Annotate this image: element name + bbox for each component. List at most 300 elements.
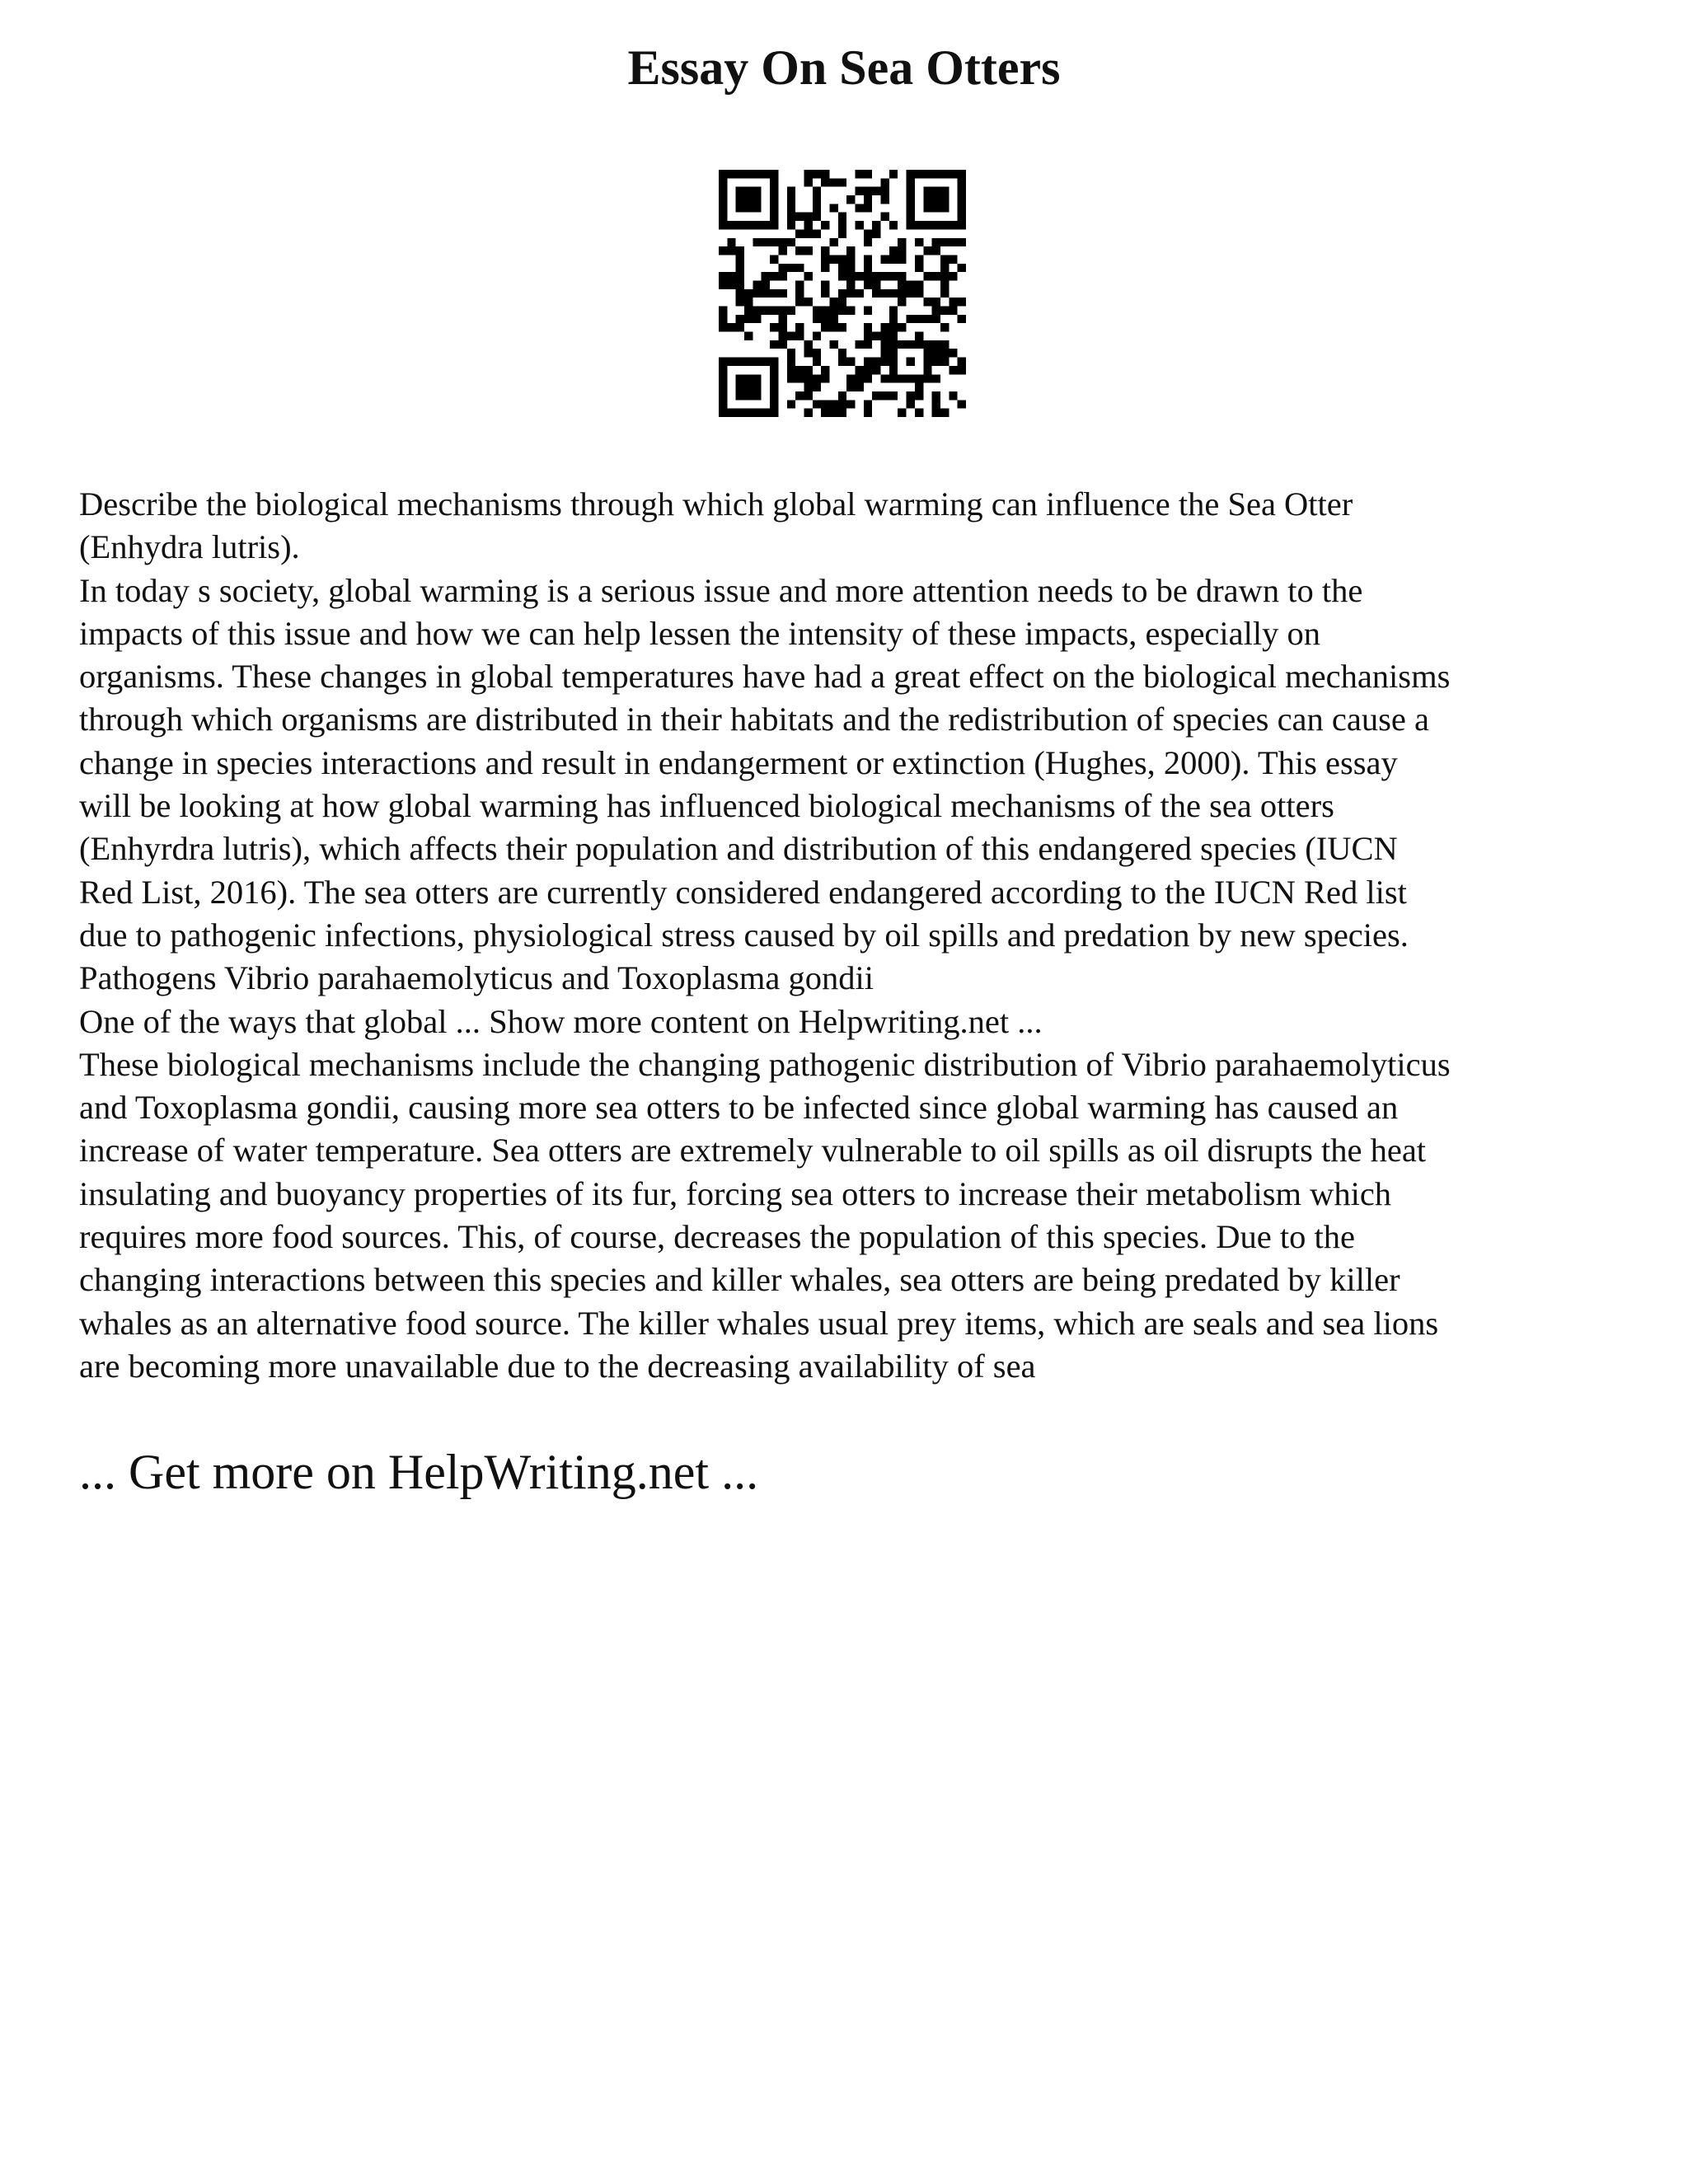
qr-module [770,383,778,391]
qr-module [872,221,880,229]
qr-module [804,178,812,186]
qr-module [940,195,949,204]
qr-module [770,307,778,315]
qr-module [829,204,837,212]
qr-module [881,391,889,400]
qr-module [915,221,923,229]
qr-module [753,221,761,229]
qr-module [821,374,829,382]
qr-module [736,195,744,204]
qr-code [719,170,966,417]
qr-module [907,280,915,288]
qr-module [821,366,829,374]
qr-module [821,246,829,255]
qr-module [727,221,735,229]
qr-module [958,204,966,212]
qr-module [940,280,949,288]
qr-module [907,391,915,400]
qr-module [856,204,864,212]
qr-module [821,323,829,331]
qr-module [915,255,923,263]
qr-module [821,280,829,288]
qr-module [787,400,795,408]
qr-module [821,400,829,408]
qr-module [889,323,898,331]
qr-module [872,280,880,288]
qr-module [727,272,735,280]
qr-module [762,238,770,246]
qr-module [864,340,872,349]
qr-module [727,238,735,246]
qr-module [804,221,812,229]
qr-module [804,349,812,357]
qr-module [949,391,957,400]
qr-module [889,358,898,366]
qr-module [838,391,846,400]
qr-module [829,238,837,246]
qr-module [753,187,761,195]
qr-module [923,298,931,306]
qr-module [753,383,761,391]
qr-module [744,298,753,306]
qr-module [881,332,889,340]
qr-module [736,289,744,298]
qr-module [838,255,846,263]
qr-module [958,213,966,221]
qr-module [770,178,778,186]
qr-module [795,246,804,255]
qr-module [915,340,923,349]
qr-module [813,195,821,204]
qr-module [838,213,846,221]
qr-module [958,238,966,246]
qr-module [864,366,872,374]
qr-module [898,340,906,349]
qr-module [846,307,855,315]
qr-module [864,332,872,340]
qr-module [787,358,795,366]
qr-module [770,340,778,349]
qr-module [889,307,898,315]
qr-module [864,374,872,382]
qr-module [923,358,931,366]
qr-module [889,366,898,374]
qr-module [889,272,898,280]
qr-module [846,264,855,272]
qr-module [736,264,744,272]
qr-module [770,400,778,408]
qr-module [932,238,940,246]
qr-module [795,280,804,288]
qr-module [744,374,753,382]
essay-line: requires more food sources. This, of course, decreases the population of this species. Due to the [79,1218,1355,1256]
qr-module [915,315,923,323]
qr-module [719,280,727,288]
qr-module [813,307,821,315]
qr-module [813,332,821,340]
qr-module [872,332,880,340]
qr-module [932,409,940,417]
qr-module [753,374,761,382]
qr-module [736,280,744,288]
qr-module [958,170,966,178]
qr-module [736,374,744,382]
qr-module [907,358,915,366]
qr-module [736,383,744,391]
qr-module [778,238,786,246]
qr-module [770,272,778,280]
qr-module [846,272,855,280]
essay-line: and Toxoplasma gondii, causing more sea otters to be infected since global warming has caused an [79,1089,1399,1127]
qr-module [770,221,778,229]
qr-module [778,332,786,340]
qr-module [898,298,906,306]
qr-module [744,358,753,366]
qr-module [787,374,795,382]
qr-module [821,289,829,298]
qr-module [864,204,872,212]
qr-module [727,246,735,255]
qr-module [932,195,940,204]
qr-module [821,315,829,323]
qr-module [736,170,744,178]
qr-module [795,298,804,306]
qr-module [889,349,898,357]
qr-module [829,315,837,323]
qr-module [762,289,770,298]
qr-module [958,400,966,408]
qr-module [898,323,906,331]
qr-module [736,187,744,195]
qr-module [719,383,727,391]
qr-module [864,400,872,408]
qr-module [898,238,906,246]
qr-module [821,255,829,263]
qr-module [846,246,855,255]
essay-line: increase of water temperature. Sea otters are extremely vulnerable to oil spills as oil disrupts the heat [79,1132,1427,1169]
qr-module [923,221,931,229]
qr-module [736,315,744,323]
qr-module [744,307,753,315]
qr-module [770,323,778,331]
qr-module [923,374,931,382]
qr-module [915,409,923,417]
qr-module [958,178,966,186]
qr-module [932,349,940,357]
qr-code-graphic [719,170,966,417]
qr-module [856,221,864,229]
qr-module [795,229,804,237]
qr-module [813,374,821,382]
qr-module [958,358,966,366]
qr-module [795,213,804,221]
qr-module [778,315,786,323]
qr-module [915,383,923,391]
qr-module [907,400,915,408]
qr-module [829,178,837,186]
qr-module [770,289,778,298]
qr-module [821,307,829,315]
qr-module [932,315,940,323]
qr-module [872,289,880,298]
qr-module [889,332,898,340]
qr-module [889,170,898,178]
qr-module [932,170,940,178]
qr-module [770,391,778,400]
qr-module [727,358,735,366]
qr-module [940,204,949,212]
qr-module [829,400,837,408]
qr-module [770,255,778,263]
essay-line: These biological mechanisms include the changing pathogenic distribution of Vibrio parahaemolyticus [79,1045,1451,1083]
qr-module [787,307,795,315]
qr-module [795,264,804,272]
qr-module [907,221,915,229]
qr-module [770,366,778,374]
qr-module [727,323,735,331]
qr-module [821,178,829,186]
qr-module [744,221,753,229]
qr-module [813,383,821,391]
qr-module [838,229,846,237]
qr-module [940,323,949,331]
qr-module [864,170,872,178]
qr-module [813,187,821,195]
qr-module [898,272,906,280]
qr-module [744,170,753,178]
qr-module [804,272,812,280]
qr-module [787,238,795,246]
essay-line: organisms. These changes in global temperatures have had a great effect on the biological mechanisms [79,658,1451,696]
qr-module [787,332,795,340]
qr-module [864,272,872,280]
qr-module [778,323,786,331]
essay-line: are becoming more unavailable due to the decreasing availability of sea [79,1347,1036,1385]
qr-module [787,349,795,357]
qr-module [940,409,949,417]
qr-module [872,187,880,195]
essay-line: (Enhyrdra lutris), which affects their population and distribution of this endangered species (IUCN [79,830,1398,868]
qr-module [821,264,829,272]
qr-module [864,238,872,246]
qr-module [727,409,735,417]
qr-module [949,366,957,374]
qr-module [846,289,855,298]
qr-module [736,221,744,229]
qr-module [744,195,753,204]
qr-module [778,340,786,349]
qr-module [787,221,795,229]
page-title: Essay On Sea Otters [627,40,1061,95]
qr-module [907,340,915,349]
qr-module [932,221,940,229]
qr-module [932,391,940,400]
get-more-link[interactable]: ... Get more on HelpWriting.net ... [79,1445,759,1499]
qr-module [949,272,957,280]
qr-module [846,400,855,408]
qr-module [795,374,804,382]
qr-module [907,204,915,212]
qr-module [949,349,957,357]
qr-module [923,170,931,178]
qr-module [881,289,889,298]
qr-module [940,349,949,357]
essay-line: insulating and buoyancy properties of its fur, forcing sea otters to increase their metabolism which [79,1174,1392,1212]
qr-module [753,195,761,204]
essay-line: due to pathogenic infections, physiological stress caused by oil spills and predation by new species. [79,916,1409,954]
qr-module [829,340,837,349]
qr-module [787,264,795,272]
qr-module [813,358,821,366]
qr-module [864,358,872,366]
qr-module [949,307,957,315]
qr-module [770,204,778,212]
essay-line: whales as an alternative food source. The killer whales usual prey items, which are seals and sea lions [79,1304,1439,1342]
qr-module [736,246,744,255]
qr-module [719,366,727,374]
qr-module [881,349,889,357]
qr-module [787,213,795,221]
qr-module [940,340,949,349]
qr-module [846,195,855,204]
qr-module [923,366,931,374]
qr-module [744,204,753,212]
qr-module [813,400,821,408]
qr-module [923,195,931,204]
qr-module [753,238,761,246]
qr-module [932,400,940,408]
qr-module [958,221,966,229]
qr-module [915,289,923,298]
qr-module [915,170,923,178]
qr-module [762,170,770,178]
qr-module [949,255,957,263]
qr-module [838,358,846,366]
qr-module [940,264,949,272]
qr-module [795,289,804,298]
qr-module [829,323,837,331]
essay-line: Pathogens Vibrio parahaemolyticus and Toxoplasma gondii [79,959,874,997]
qr-module [932,204,940,212]
qr-module [881,195,889,204]
qr-module [719,323,727,331]
qr-module [753,170,761,178]
qr-module [762,280,770,288]
qr-module [949,238,957,246]
qr-module [753,307,761,315]
qr-module [846,358,855,366]
qr-module [940,187,949,195]
qr-module [829,307,837,315]
qr-module [744,383,753,391]
qr-module [889,221,898,229]
qr-module [932,298,940,306]
qr-module [778,307,786,315]
qr-module [719,374,727,382]
qr-module [932,340,940,349]
qr-module [719,221,727,229]
qr-module [915,280,923,288]
essay-line: through which organisms are distributed in their habitats and the redistribution of species can cause a [79,701,1429,738]
qr-module [753,409,761,417]
qr-module [856,374,864,382]
qr-module [907,187,915,195]
qr-module [856,366,864,374]
qr-module [907,289,915,298]
qr-module [753,280,761,288]
qr-module [753,289,761,298]
qr-module [915,238,923,246]
qr-module [804,298,812,306]
qr-module [923,340,931,349]
qr-module [804,366,812,374]
qr-module [787,195,795,204]
qr-module [736,204,744,212]
qr-module [932,272,940,280]
qr-module [864,280,872,288]
qr-module [795,366,804,374]
qr-module [846,383,855,391]
qr-module [744,332,753,340]
qr-module [915,391,923,400]
qr-module [804,391,812,400]
qr-module [864,255,872,263]
qr-module [770,358,778,366]
qr-module [940,272,949,280]
qr-module [795,332,804,340]
qr-module [881,178,889,186]
qr-module [872,358,880,366]
qr-module [940,170,949,178]
qr-module [881,255,889,263]
qr-module [907,195,915,204]
qr-module [881,323,889,331]
qr-module [753,204,761,212]
qr-module [804,213,812,221]
qr-module [838,409,846,417]
qr-module [778,264,786,272]
qr-module [719,315,727,323]
qr-module [898,289,906,298]
qr-module [813,229,821,237]
qr-module [940,289,949,298]
qr-module [727,280,735,288]
essay-body [79,483,1629,1388]
qr-module [864,409,872,417]
qr-module [813,170,821,178]
qr-module [932,358,940,366]
qr-module [856,383,864,391]
qr-module [958,366,966,374]
qr-module [923,272,931,280]
qr-module [813,349,821,357]
qr-module [770,195,778,204]
qr-module [958,298,966,306]
qr-module [872,391,880,400]
qr-module [889,255,898,263]
qr-module [787,187,795,195]
qr-module [770,374,778,382]
qr-module [907,170,915,178]
qr-module [736,272,744,280]
qr-module [838,272,846,280]
qr-module [846,280,855,288]
essay-line: Red List, 2016). The sea otters are currently considered endangered according to the IUCN Red list [79,873,1407,911]
qr-module [719,246,727,255]
qr-module [838,178,846,186]
qr-module [736,298,744,306]
qr-module [770,213,778,221]
